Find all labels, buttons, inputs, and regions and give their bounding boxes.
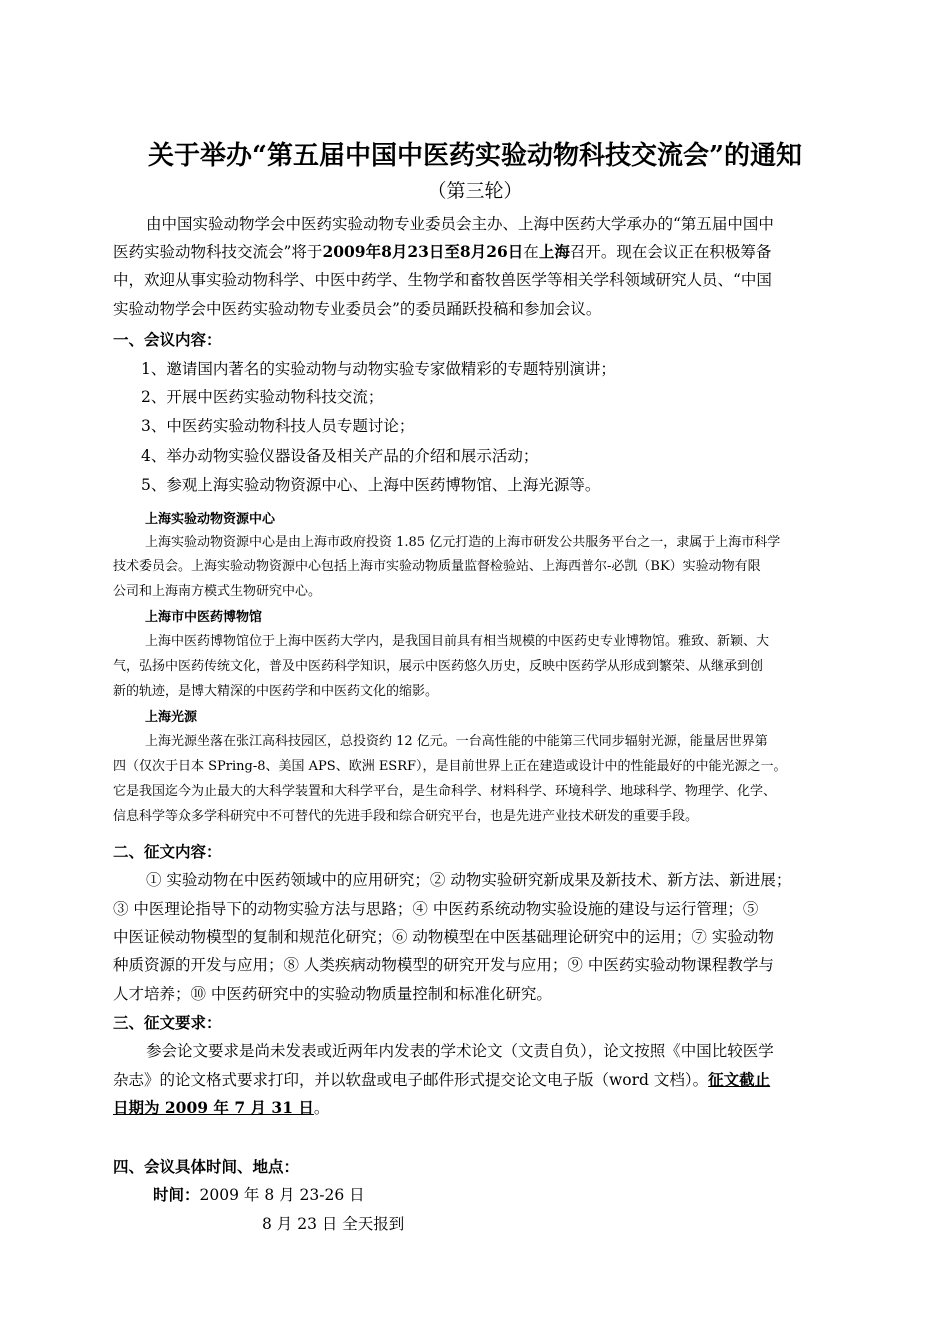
page-subtitle: （第三轮） bbox=[427, 180, 523, 202]
intro-line-2-a: 医药实验动物科技交流会”将于 bbox=[113, 243, 323, 261]
meeting-dates: 2009年8月23日至8月26日 bbox=[322, 242, 524, 261]
site-2-line-2: 气，弘扬中医药传统文化，普及中医药科学知识，展示中医药悠久历史，反映中医药学从形成到繁荣、从继承到创 bbox=[113, 659, 764, 674]
requirement-line-3 bbox=[113, 1096, 329, 1118]
intro-line-2 bbox=[113, 240, 771, 262]
site-3-line-2: 四（仅次于日本 SPring-8、美国 APS、欧洲 ESRF），是目前世界上正在建造或设计中的性能最好的中能光源之一。 bbox=[113, 759, 787, 774]
agenda-item-1: 1、邀请国内著名的实验动物与动物实验专家做精彩的专题特别演讲； bbox=[141, 360, 616, 378]
intro-line-1: 由中国实验动物学会中医药实验动物专业委员会主办、上海中医药大学承办的“第五届中国中 bbox=[146, 215, 774, 233]
meeting-time bbox=[153, 1183, 365, 1205]
site-2-line-1: 上海中医药博物馆位于上海中医药大学内，是我国目前具有相当规模的中医药史专业博物馆。雅致、新颖、大 bbox=[145, 634, 770, 649]
intro-line-4: 实验动物学会中医药实验动物专业委员会”的委员踊跃投稿和参加会议。 bbox=[113, 300, 602, 318]
time-value: 2009 年 8 月 23-26 日 bbox=[199, 1186, 365, 1204]
site-3-name: 上海光源 bbox=[145, 710, 198, 725]
section-1-heading: 一、会议内容： bbox=[113, 330, 222, 349]
deadline-date: 日期为 2009 年 7 月 31 日 bbox=[113, 1098, 314, 1117]
site-3-line-1: 上海光源坐落在张江高科技园区，总投资约 12 亿元。一台高性能的中能第三代同步辐射光源，能量居世界第 bbox=[145, 734, 768, 749]
site-2-name: 上海市中医药博物馆 bbox=[145, 610, 263, 625]
topic-line-4: 种质资源的开发与应用；⑧ 人类疾病动物模型的研究开发与应用；⑨ 中医药实验动物课程教学与 bbox=[113, 956, 774, 974]
intro-line-2-c: 在 bbox=[523, 243, 539, 261]
agenda-item-5: 5、参观上海实验动物资源中心、上海中医药博物馆、上海光源等。 bbox=[141, 476, 601, 494]
agenda-item-4: 4、举办动物实验仪器设备及相关产品的介绍和展示活动； bbox=[141, 447, 539, 465]
intro-line-3: 中，欢迎从事实验动物科学、中医中药学、生物学和畜牧兽医学等相关学科领域研究人员、“中国 bbox=[113, 271, 772, 289]
site-1-name: 上海实验动物资源中心 bbox=[145, 512, 276, 527]
requirement-line-3-end: 。 bbox=[313, 1099, 330, 1117]
agenda-item-2: 2、开展中医药实验动物科技交流； bbox=[141, 388, 384, 406]
section-4-heading: 四、会议具体时间、地点： bbox=[113, 1157, 300, 1176]
topic-line-3: 中医证候动物模型的复制和规范化研究；⑥ 动物模型在中医基础理论研究中的运用；⑦ 实验动物 bbox=[113, 928, 774, 946]
schedule-line: 8 月 23 日 全天报到 bbox=[262, 1215, 405, 1233]
topic-line-5: 人才培养；⑩ 中医药研究中的实验动物质量控制和标准化研究。 bbox=[113, 985, 552, 1003]
intro-line-2-e: 召开。现在会议正在积极筹备 bbox=[569, 243, 772, 261]
topic-line-1: ① 实验动物在中医药领域中的应用研究；② 动物实验研究新成果及新技术、新方法、新进展； bbox=[146, 871, 792, 889]
page-title: 关于举办“第五届中国中医药实验动物科技交流会”的通知 bbox=[148, 141, 802, 171]
site-1-line-3: 公司和上海南方模式生物研究中心。 bbox=[113, 584, 322, 599]
site-1-line-1: 上海实验动物资源中心是由上海市政府投资 1.85 亿元打造的上海市研发公共服务平台之一，隶属于上海市科学 bbox=[145, 535, 781, 550]
requirement-line-2-a: 杂志》的论文格式要求打印，并以软盘或电子邮件形式提交论文电子版（word 文档）。 bbox=[113, 1071, 709, 1089]
topic-line-2: ③ 中医理论指导下的动物实验方法与思路；④ 中医药系统动物实验设施的建设与运行管理；⑤ bbox=[113, 900, 759, 918]
site-2-line-3: 新的轨迹，是博大精深的中医药学和中医药文化的缩影。 bbox=[113, 684, 439, 699]
site-1-line-2: 技术委员会。上海实验动物资源中心包括上海市实验动物质量监督检验站、上海西普尔-必凯（BK）实验动物有限 bbox=[113, 559, 761, 574]
section-3-heading: 三、征文要求： bbox=[113, 1013, 222, 1032]
meeting-city: 上海 bbox=[538, 242, 570, 261]
time-label: 时间： bbox=[153, 1185, 200, 1204]
site-3-line-3: 它是我国迄今为止最大的大科学装置和大科学平台，是生命科学、材料科学、环境科学、地球科学、物理学、化学、 bbox=[113, 784, 777, 799]
deadline-label: 征文截止 bbox=[708, 1070, 771, 1089]
site-3-line-4: 信息科学等众多学科研究中不可替代的先进手段和综合研究平台，也是先进产业技术研发的重要手段。 bbox=[113, 809, 699, 824]
section-2-heading: 二、征文内容： bbox=[113, 842, 222, 861]
requirement-line-2 bbox=[113, 1068, 770, 1090]
agenda-item-3: 3、中医药实验动物科技人员专题讨论； bbox=[141, 417, 415, 435]
requirement-line-1: 参会论文要求是尚未发表或近两年内发表的学术论文（文责自负），论文按照《中国比较医学 bbox=[146, 1042, 774, 1060]
